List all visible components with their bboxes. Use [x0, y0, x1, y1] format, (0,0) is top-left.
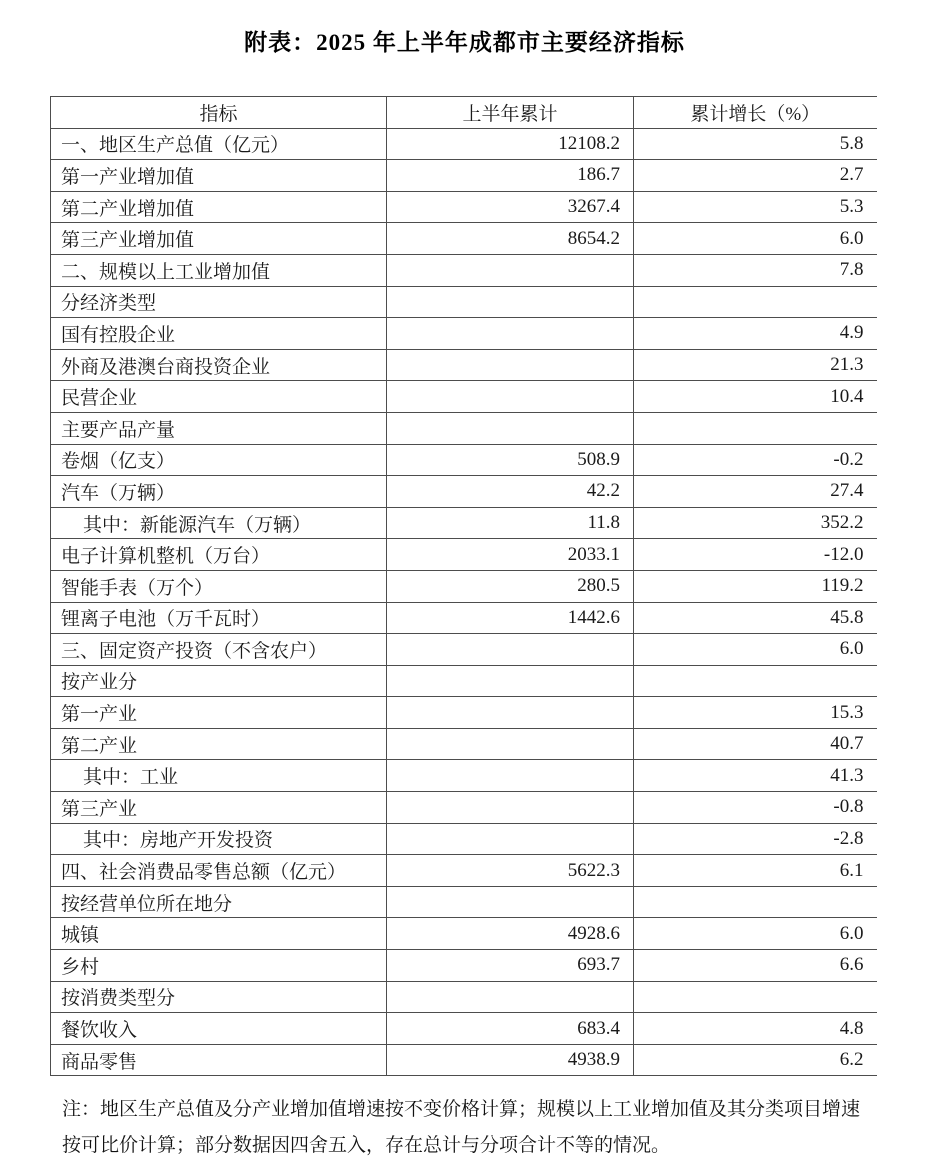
table-row: [51, 539, 877, 571]
indicator-label: 乡村: [51, 950, 387, 982]
half-year-total-value: [387, 665, 634, 697]
indicator-label: 餐饮收入: [51, 1013, 387, 1045]
cumulative-growth-value: [634, 412, 877, 444]
table-row: [51, 570, 877, 602]
half-year-total-value: 42.2: [387, 476, 634, 508]
half-year-total-value: 3267.4: [387, 191, 634, 223]
indicator-label: 第一产业: [51, 697, 387, 729]
half-year-total-value: [387, 254, 634, 286]
table-row: [51, 318, 877, 350]
half-year-total-value: [387, 381, 634, 413]
half-year-total-value: [387, 349, 634, 381]
indicator-label: 卷烟（亿支）: [51, 444, 387, 476]
indicator-label: 按产业分: [51, 665, 387, 697]
indicator-label: 城镇: [51, 918, 387, 950]
table-row: [51, 381, 877, 413]
cumulative-growth-value: 5.8: [634, 128, 877, 160]
table-row: [51, 349, 877, 381]
indicator-label: 锂离子电池（万千瓦时）: [51, 602, 387, 634]
cumulative-growth-value: 41.3: [634, 760, 877, 792]
page-title: 附表：2025 年上半年成都市主要经济指标: [244, 30, 685, 55]
half-year-total-value: 508.9: [387, 444, 634, 476]
indicator-label: 民营企业: [51, 381, 387, 413]
half-year-total-value: 5622.3: [387, 855, 634, 887]
table-row: [51, 223, 877, 255]
half-year-total-value: [387, 412, 634, 444]
table-row: [51, 728, 877, 760]
cumulative-growth-value: [634, 981, 877, 1013]
indicator-label: 按消费类型分: [51, 981, 387, 1013]
indicator-label: 主要产品产量: [51, 412, 387, 444]
table-row: [51, 886, 877, 918]
half-year-total-value: [387, 981, 634, 1013]
indicator-label: 第三产业: [51, 792, 387, 824]
table-row: [51, 128, 877, 160]
half-year-total-value: [387, 886, 634, 918]
cumulative-growth-value: 27.4: [634, 476, 877, 508]
cumulative-growth-value: -12.0: [634, 539, 877, 571]
indicator-label: 外商及港澳台商投资企业: [51, 349, 387, 381]
cumulative-growth-value: 6.6: [634, 950, 877, 982]
indicators-table: [50, 96, 877, 1076]
note-line-2: 按可比价计算；部分数据因四舍五入，存在总计与分项合计不等的情况。: [62, 1134, 671, 1156]
table-row: [51, 412, 877, 444]
half-year-total-value: [387, 634, 634, 666]
cumulative-growth-value: 6.0: [634, 634, 877, 666]
table-row: [51, 160, 877, 192]
table-row: [51, 760, 877, 792]
indicator-label: 分经济类型: [51, 286, 387, 318]
half-year-total-value: [387, 823, 634, 855]
indicator-label: 其中：工业: [51, 760, 387, 792]
half-year-total-value: 4928.6: [387, 918, 634, 950]
cumulative-growth-value: [634, 886, 877, 918]
indicator-label: 一、地区生产总值（亿元）: [51, 128, 387, 160]
table-note: [62, 1092, 889, 1163]
col-header-cumulative-growth: 累计增长（%）: [690, 103, 821, 125]
table-row: [51, 602, 877, 634]
cumulative-growth-value: 21.3: [634, 349, 877, 381]
table-row: [51, 918, 877, 950]
table-row: [51, 191, 877, 223]
table-row: [51, 634, 877, 666]
cumulative-growth-value: 10.4: [634, 381, 877, 413]
cumulative-growth-value: 352.2: [634, 507, 877, 539]
table-row: [51, 254, 877, 286]
cumulative-growth-value: 119.2: [634, 570, 877, 602]
half-year-total-value: 12108.2: [387, 128, 634, 160]
note-line-1: 注：地区生产总值及分产业增加值增速按不变价格计算；规模以上工业增加值及其分类项目增速: [62, 1099, 861, 1121]
half-year-total-value: 683.4: [387, 1013, 634, 1045]
table-row: [51, 507, 877, 539]
half-year-total-value: 11.8: [387, 507, 634, 539]
cumulative-growth-value: [634, 286, 877, 318]
table-row: [51, 1013, 877, 1045]
cumulative-growth-value: 7.8: [634, 254, 877, 286]
table-header: [51, 97, 877, 129]
col-header-indicator: 指标: [51, 97, 387, 129]
table-row: [51, 950, 877, 982]
cumulative-growth-value: -2.8: [634, 823, 877, 855]
indicator-label: 第二产业增加值: [51, 191, 387, 223]
half-year-total-value: 186.7: [387, 160, 634, 192]
table-row: [51, 1044, 877, 1076]
table-row: [51, 476, 877, 508]
indicator-label: 其中：新能源汽车（万辆）: [51, 507, 387, 539]
table-body: [51, 128, 877, 1076]
table-row: [51, 792, 877, 824]
cumulative-growth-value: 4.9: [634, 318, 877, 350]
half-year-total-value: 693.7: [387, 950, 634, 982]
table-row: [51, 697, 877, 729]
cumulative-growth-value: 40.7: [634, 728, 877, 760]
half-year-total-value: [387, 760, 634, 792]
half-year-total-value: [387, 318, 634, 350]
half-year-total-value: 4938.9: [387, 1044, 634, 1076]
cumulative-growth-value: 4.8: [634, 1013, 877, 1045]
cumulative-growth-value: 45.8: [634, 602, 877, 634]
indicator-label: 四、社会消费品零售总额（亿元）: [51, 855, 387, 887]
cumulative-growth-value: 15.3: [634, 697, 877, 729]
indicator-label: 商品零售: [51, 1044, 387, 1076]
indicator-label: 二、规模以上工业增加值: [51, 254, 387, 286]
table-row: [51, 855, 877, 887]
half-year-total-value: [387, 792, 634, 824]
half-year-total-value: 280.5: [387, 570, 634, 602]
indicator-label: 第三产业增加值: [51, 223, 387, 255]
table-row: [51, 665, 877, 697]
cumulative-growth-value: 6.1: [634, 855, 877, 887]
col-header-half-year-total: 上半年累计: [387, 97, 634, 129]
cumulative-growth-value: 6.2: [634, 1044, 877, 1076]
table-row: [51, 444, 877, 476]
header-row: [51, 97, 877, 129]
cumulative-growth-value: 6.0: [634, 223, 877, 255]
indicator-label: 三、固定资产投资（不含农户）: [51, 634, 387, 666]
half-year-total-value: [387, 728, 634, 760]
half-year-total-value: [387, 697, 634, 729]
cumulative-growth-value: 6.0: [634, 918, 877, 950]
cumulative-growth-value: -0.8: [634, 792, 877, 824]
indicator-label: 电子计算机整机（万台）: [51, 539, 387, 571]
table-row: [51, 981, 877, 1013]
indicator-label: 汽车（万辆）: [51, 476, 387, 508]
cumulative-growth-value: -0.2: [634, 444, 877, 476]
table-row: [51, 286, 877, 318]
cumulative-growth-value: [634, 665, 877, 697]
half-year-total-value: 2033.1: [387, 539, 634, 571]
half-year-total-value: 8654.2: [387, 223, 634, 255]
table-row: [51, 823, 877, 855]
indicator-label: 国有控股企业: [51, 318, 387, 350]
indicator-label: 其中：房地产开发投资: [51, 823, 387, 855]
indicator-label: 第一产业增加值: [51, 160, 387, 192]
indicator-label: 按经营单位所在地分: [51, 886, 387, 918]
half-year-total-value: 1442.6: [387, 602, 634, 634]
cumulative-growth-value: 5.3: [634, 191, 877, 223]
half-year-total-value: [387, 286, 634, 318]
indicator-label: 第二产业: [51, 728, 387, 760]
indicator-label: 智能手表（万个）: [51, 570, 387, 602]
cumulative-growth-value: 2.7: [634, 160, 877, 192]
